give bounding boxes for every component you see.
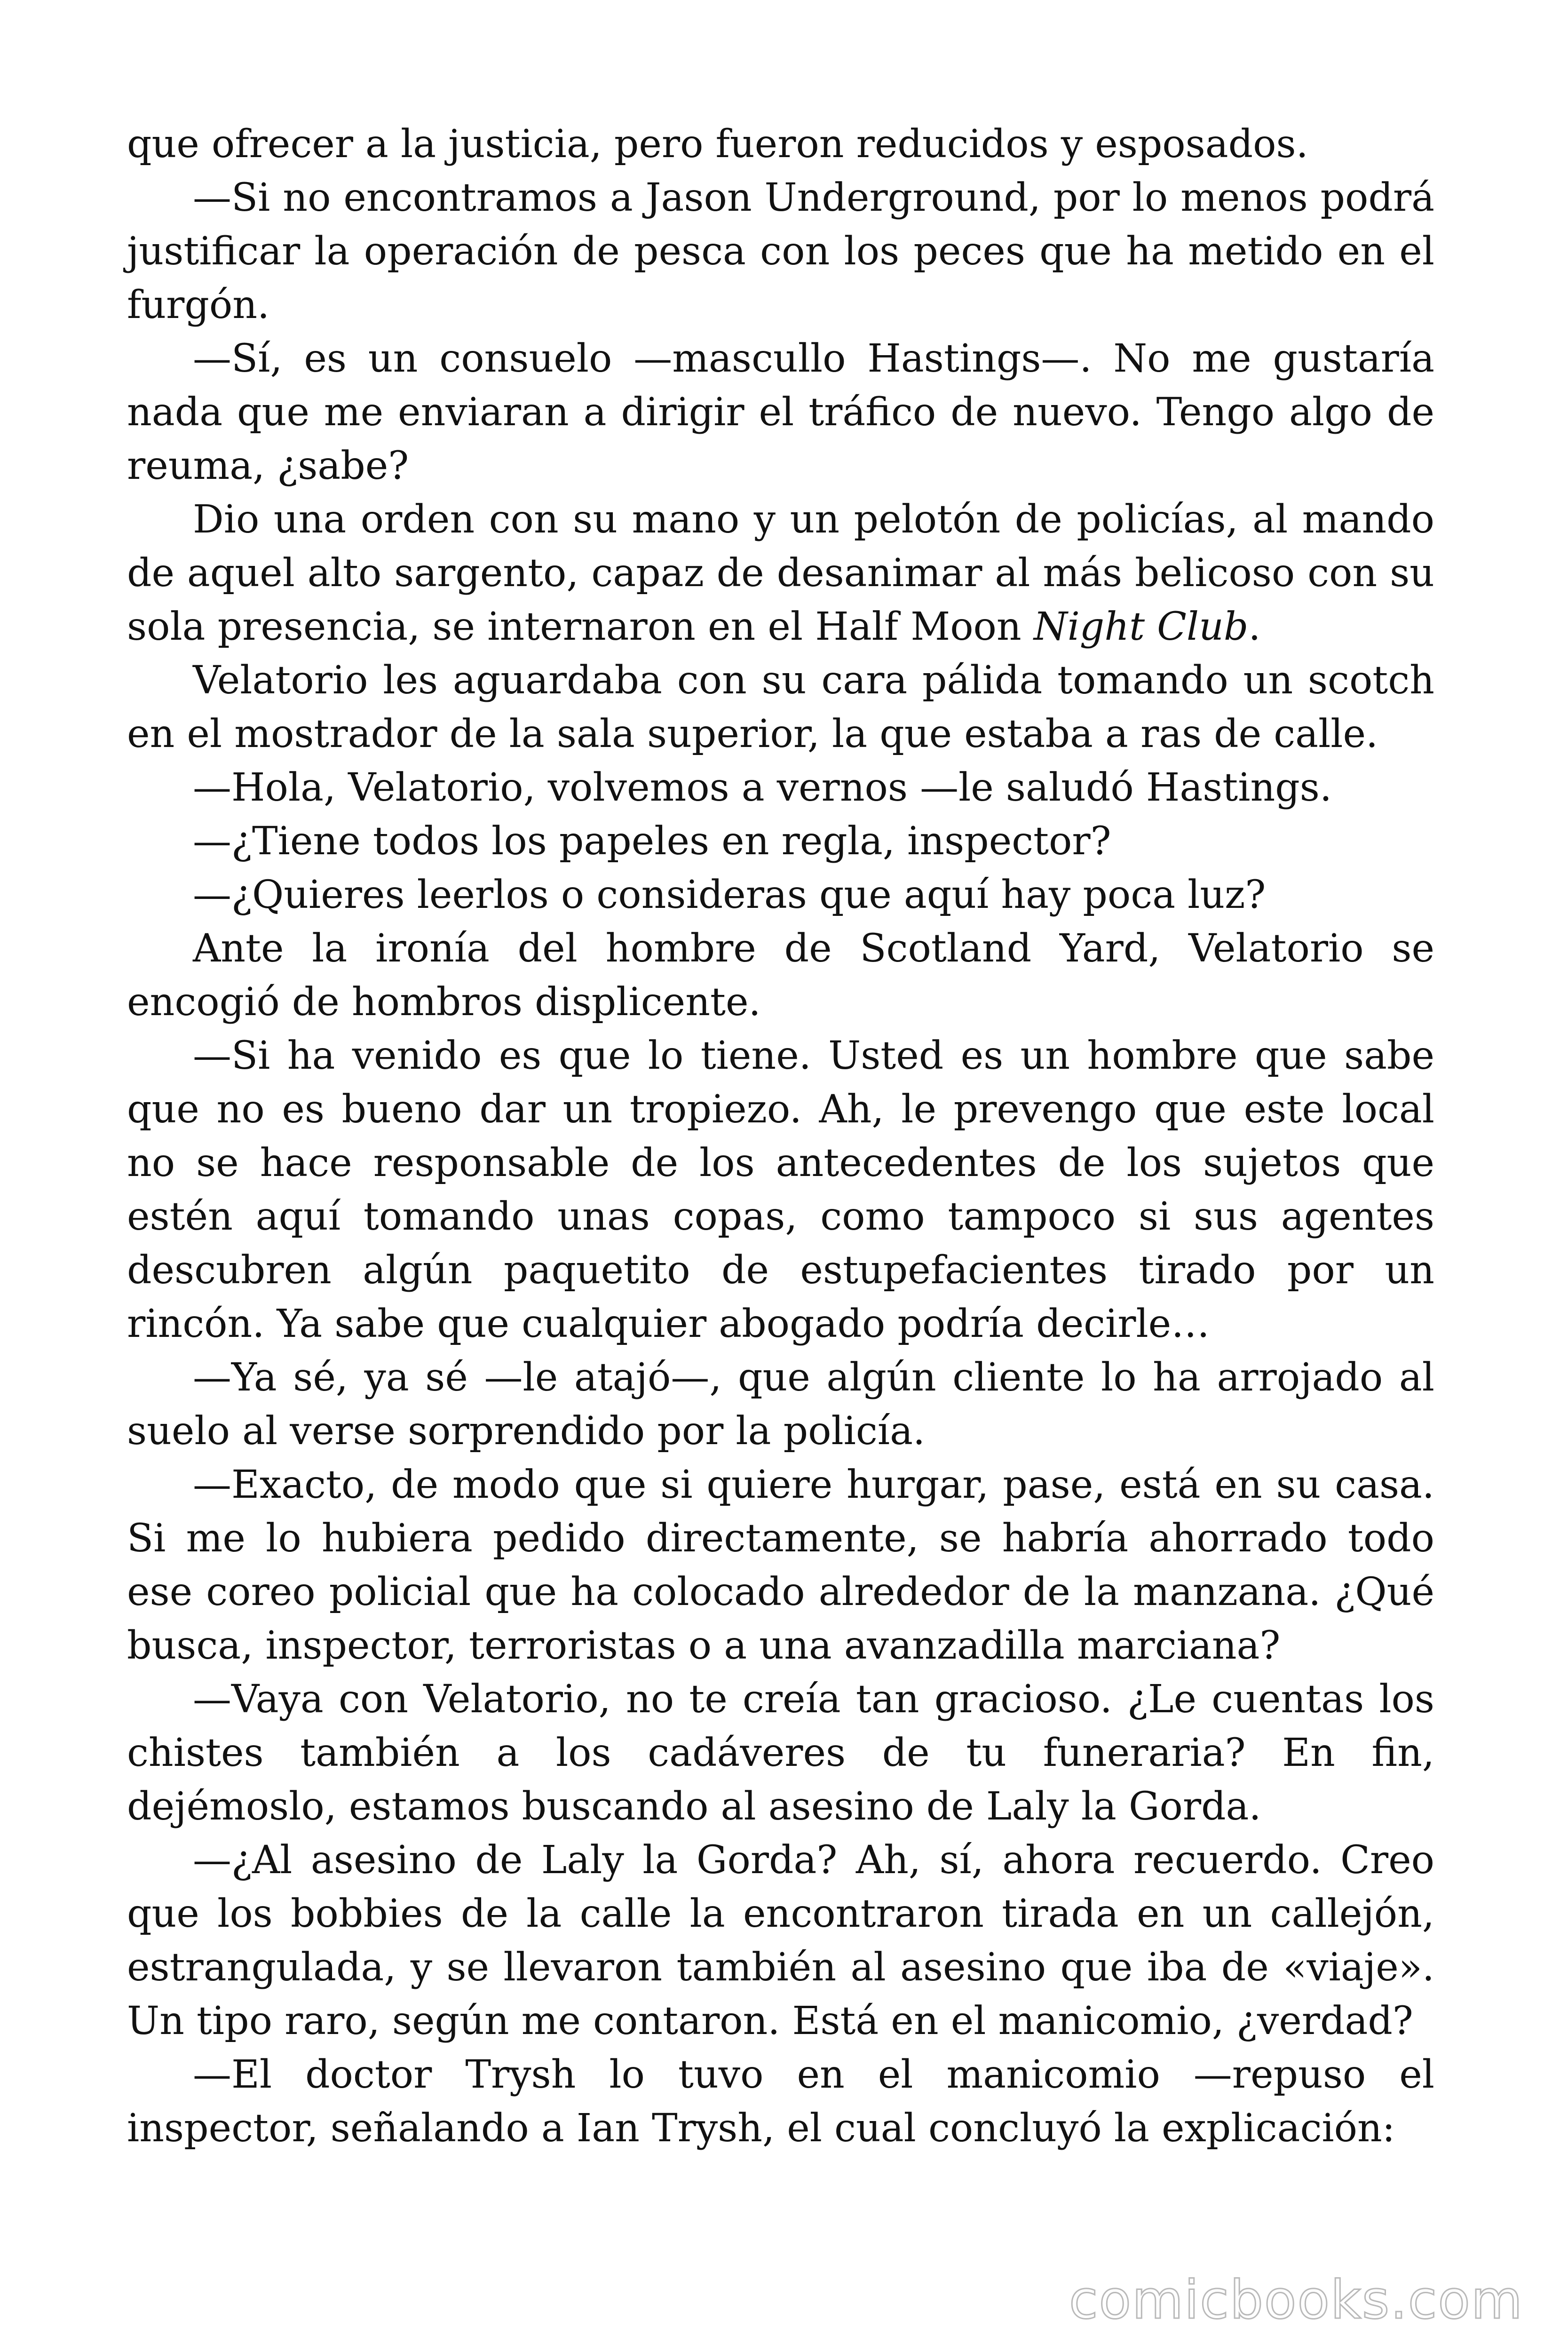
paragraph: —Si ha venido es que lo tiene. Usted es un hombre que sabe que no es bueno dar un tropiezo. Ah, le prevengo que este local no se hace responsable de los antecedentes de los sujetos que estén aquí tomando unas copas, como tampoco si sus agentes descubren algún paquetito de estupefacientes tirado por un rincón. Ya sabe que cualquier abogado podría decirle… <box>127 1033 1434 1346</box>
paragraph: —Hola, Velatorio, volvemos a vernos —le saludó Hastings. <box>193 765 1332 810</box>
book-page-text <box>127 118 1434 2155</box>
paragraph: —El doctor Trysh lo tuvo en el manicomio —repuso el inspector, señalando a Ian Trysh, el cual concluyó la explicación: <box>127 2052 1434 2151</box>
paragraph: —Exacto, de modo que si quiere hurgar, pase, está en su casa. Si me lo hubiera pedido directamente, se habría ahorrado todo ese coreo policial que ha colocado alrededor de la manzana. ¿Qué busca, inspector, terroristas o a una avanzadilla marciana? <box>127 1462 1434 1668</box>
paragraph: Velatorio les aguardaba con su cara pálida tomando un scotch en el mostrador de la sala superior, la que estaba a ras de calle. <box>127 658 1434 756</box>
paragraph: Ante la ironía del hombre de Scotland Yard, Velatorio se encogió de hombros displicente. <box>127 926 1434 1025</box>
paragraph: —Ya sé, ya sé —le atajó—, que algún cliente lo ha arrojado al suelo al verse sorprendido por la policía. <box>127 1355 1434 1454</box>
paragraph-text: Dio una orden con su mano y un pelotón de policías, al mando de aquel alto sargento, capaz de desanimar al más belicoso con su sola presencia, se internaron en el Half Moon <box>127 497 1434 649</box>
paragraph: —¿Al asesino de Laly la Gorda? Ah, sí, ahora recuerdo. Creo que los bobbies de la calle la encontraron tirada en un callejón, estrangulada, y se llevaron también al asesino que iba de «viaje». Un tipo raro, según me contaron. Está en el manicomio, ¿verdad? <box>127 1838 1434 2043</box>
paragraph: —¿Tiene todos los papeles en regla, inspector? <box>193 819 1111 864</box>
paragraph: —¿Quieres leerlos o consideras que aquí hay poca luz? <box>193 873 1266 917</box>
paragraph-text: . <box>1248 604 1261 649</box>
paragraph: —Vaya con Velatorio, no te creía tan gracioso. ¿Le cuentas los chistes también a los cadáveres de tu funeraria? En fin, dejémoslo, estamos buscando al asesino de Laly la Gorda. <box>127 1677 1434 1829</box>
italic-text: Night Club <box>1033 604 1249 649</box>
paragraph: que ofrecer a la justicia, pero fueron reducidos y esposados. <box>127 122 1308 167</box>
watermark: comicbooks.com <box>1069 2270 1523 2331</box>
paragraph: —Si no encontramos a Jason Underground, por lo menos podrá justificar la operación de pesca con los peces que ha metido en el furgón. <box>127 175 1434 327</box>
paragraph: —Sí, es un consuelo —mascullo Hastings—. No me gustaría nada que me enviaran a dirigir el tráfico de nuevo. Tengo algo de reuma, ¿sabe? <box>127 336 1434 488</box>
paragraph <box>127 493 1434 654</box>
